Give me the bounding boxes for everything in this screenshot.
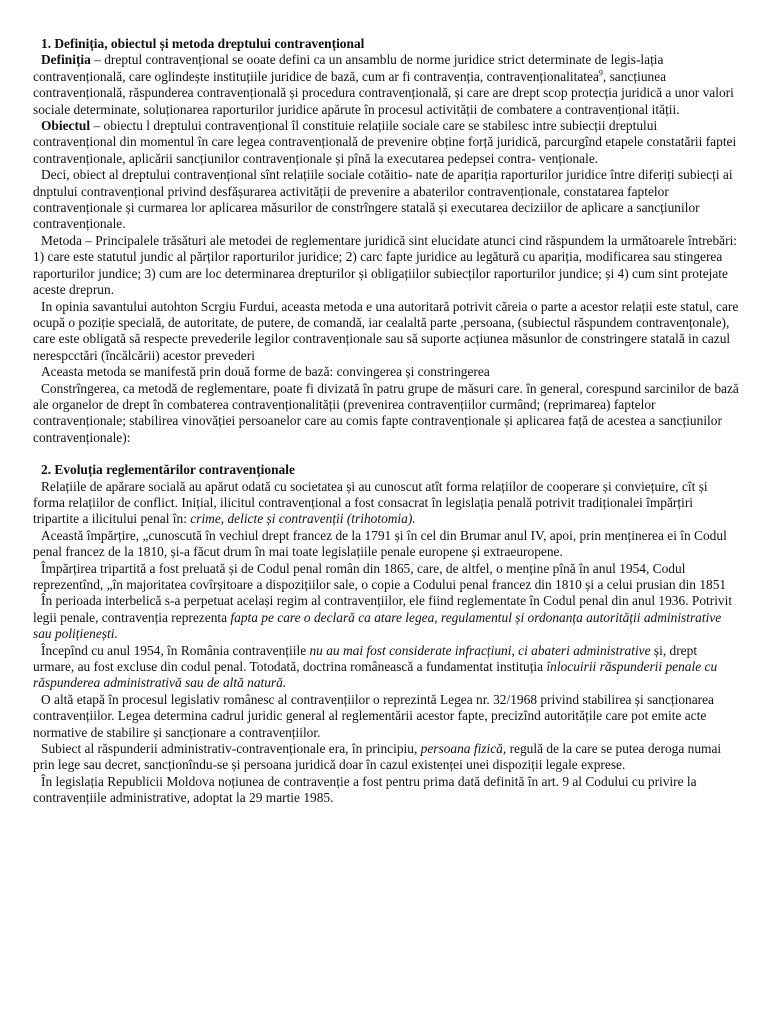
liability-subject-text-cont: regulă de la care se putea deroga numai prin lege sau decret, sancționîndu-se și persoana juridică doar în cazul existenței unei dispoziții legale exprese.	[33, 741, 722, 773]
method-forms-paragraph: Aceasta metoda se manifestă prin două forme de bază: convingerea și constringerea	[41, 364, 490, 380]
year-1954-text: Începînd cu anul 1954, în România contravențiile	[41, 642, 310, 658]
definition-term: Definiția	[41, 52, 91, 68]
section-2-heading: 2. Evoluția reglementărilor contravenționale	[41, 462, 295, 478]
liability-subject-paragraph	[33, 741, 741, 774]
furdui-opinion-paragraph: In opinia savantului autohton Scrgiu Furdui, aceasta metoda e una autoritară potrivit căreia o parte a acestor relații este statul, care ocupă o poziție specială, de autoritate, de putere, de comandă, iar cealaltă parte ,persoana, (subiectul răspundem contravențonale), care este obligată să respecte prevederile legilor contravenționale sau să suporte acțiunea măsunlor de constringere statală in cazul nerespcctări (încălcării) acestor prevederi	[33, 298, 739, 363]
romanian-code-paragraph: Împărțirea tripartită a fost preluată și de Codul penal român din 1865, care, de altfel, o menține pînă în anul 1954, Codul reprezentînd, „în majoritatea covîrșitoare a dispozițiilor sale, o copie a Codului penal francez din 1810 și a celui prusian din 1851	[33, 560, 727, 592]
moldova-paragraph: În legislația Republicii Moldova noțiunea de contravenție a fost pentru prima dată definită în art. 9 al Codului cu privire la contravențiile administrative, adoptat la 29 martie 1985.	[33, 773, 697, 806]
year-1954-text-cont: și, drept urmare, au fost excluse din codul penal. Totodată, doctrina românească a fundamentat instituția	[33, 642, 698, 675]
definition-text: – dreptul contravențional se ooate defini ca un ansamblu de norme juridice strict determinate de legis-lația contravențională, care oglindește instituțiile juridice de bază, cum ar fi contravenția, contravenționalitatea	[33, 52, 664, 84]
section-spacer	[33, 446, 741, 462]
object-paragraph	[33, 118, 741, 167]
french-division-paragraph: Această împărțire, „cunoscută în vechiul drept francez de la 1791 și în cel din Brumar anul IV, apoi, prin menținerea ei în Codul penal francez de la 1810, și-a făcut drum în mai toate legislațiile penale europene și extraeuropene.	[33, 527, 727, 560]
liability-subject-text: Subiect al răspunderii administrativ-contravenționale era, în principiu,	[41, 741, 421, 757]
interwar-paragraph	[33, 593, 741, 642]
constraint-paragraph: Constrîngerea, ca metodă de reglementare, poate fi divizată în patru grupe de măsuri care. în general, corespund sarcinilor de bază ale organelor de drept în combaterea contravenționalității (prevenirea contravențiilor curmând; (reprimarea) faptelor contravenționale; stabilirea vinovăției persoanelor care au comis fapte contravenționale și aplicarea față de acestea a sancțiunilor contravenționale):	[33, 380, 739, 445]
object-conclusion-paragraph: Deci, obiect al dreptului contravențional sînt relațiile sociale cotăitio- nate de apariția raporturilor juridice între diferiți subiecți ai dnptului contravențional privind desfășurarea activității de prevenire a abaterilor contravenționale, constatarea faptelor contravenționale și curmarea lor aplicarea măsurilor de constrîngere statală și executarea deciziilor de aplicare a sancțiunilor contravenționale.	[33, 167, 733, 232]
year-1954-italic-cont: înlocuirii răspunderii penale cu răspunderea administrativă sau de altă natură.	[33, 659, 718, 691]
footnote-marker: 9	[598, 68, 603, 78]
social-relations-paragraph	[33, 479, 741, 528]
interwar-italic: fapta pe care o declară ca atare legea, regulamentul și ordonanța autorității administrative sau polițienești.	[33, 609, 722, 642]
document-page	[33, 36, 741, 807]
year-1954-paragraph	[33, 643, 741, 692]
interwar-text: În perioada interbelică s-a perpetuat același regim al contravențiilor, ele fiind reglementate în Codul penal din anul 1936. Potrivit legii penale, contravenția reprezenta	[33, 593, 733, 625]
definition-text-cont: , sancțiunea contravențională, răspunderea contravențională și procedura contravențională, și care are drept scop protecția juridică a unor valori sociale determinate, soluționarea raporturilor juridice apărute în procesul activității de combatere a contravențional ității.	[33, 68, 734, 117]
section-1-heading: 1. Definiția, obiectul și metoda dreptului contravențional	[41, 36, 365, 51]
object-text: – obiectu l dreptului contravențional îl constituie relațiile sociale care se stabilesc intre subiecții dreptului contravențional din momentul în care legea contravențională de prevenire obține forță juridică, parcurgînd etapele constatării faptei contravenționale, aplicării sancțiunilor contravenționale și pînă la executarea pedepsei contra- venționale.	[33, 118, 737, 166]
law-1968-paragraph: O altă etapă în procesul legislativ românesc al contravențiilor o reprezintă Legea nr. 32/1968 privind stabilirea și sancționarea contravențiilor. Legea determina cadrul juridic general al reglementării acestor fapte, precizînd autoritățile care pot emite acte normative de stabilire și sancționare a contravențiilor.	[33, 691, 715, 740]
trichotomy-italic: crime, delicte și contravenții (trihotomia).	[190, 511, 416, 527]
method-paragraph: Metoda – Principalele trăsături ale metodei de reglementare juridică sint elucidate atunci cind răspundem la următoarele întrebări: 1) care este statutul jundic al părților raporturilor juridice; 2) carc fapte juridice au legătură cu apariția, modificarea sau stingerea raporturilor jundice; 3) cum are loc determinarea drepturilor și obligațiilor subiecților raporturilor jundice; și 4) cum sint protejate aceste dreprun.	[33, 232, 738, 298]
social-relations-text: Relațiile de apărare socială au apărut odată cu societatea și au cunoscut atît forma relațiilor de cooperare și conviețuire, cît și forma relațiilor de conflict. Inițial, ilicitul contravențional a fost consacrat în legislația penală potrivit tradiționalei împărțiri tripartite a ilicitului penal în:	[33, 478, 708, 527]
definition-paragraph	[33, 52, 741, 118]
natural-person-italic: persoana fizică,	[420, 741, 507, 757]
object-term: Obiectul	[41, 118, 91, 134]
year-1954-italic: nu au mai fost considerate infracțiuni, ci abateri administrative	[309, 642, 651, 658]
